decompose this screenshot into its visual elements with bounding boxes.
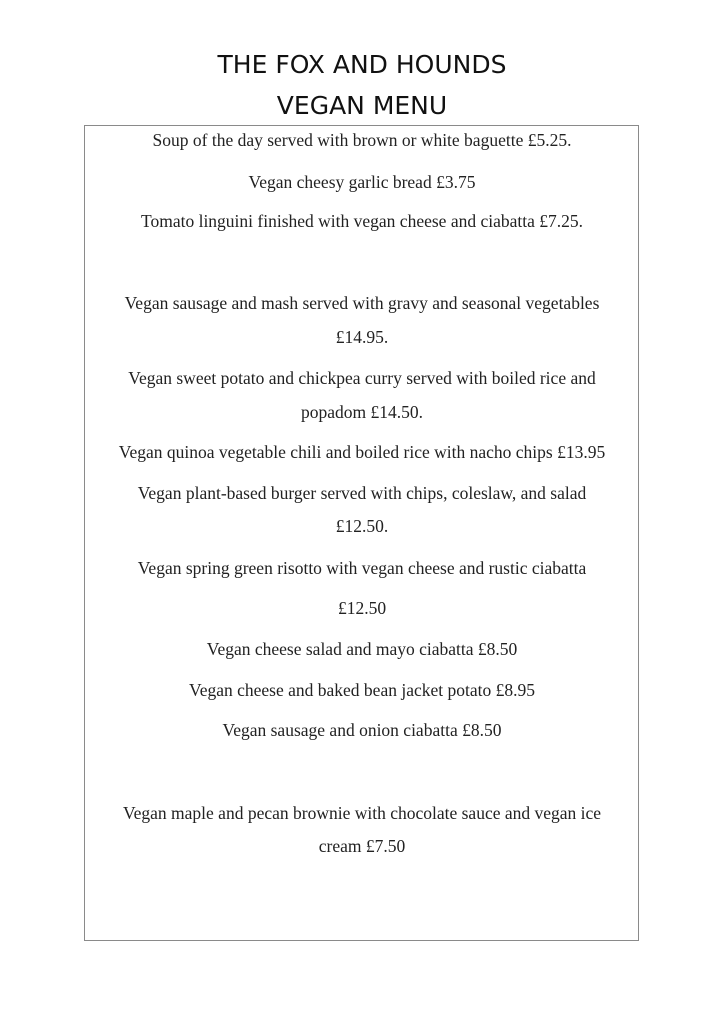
menu-item-sausage-mash-line1: Vegan sausage and mash served with gravy and seasonal vegetables [124, 293, 600, 313]
menu-item-brownie-line1: Vegan maple and pecan brownie with chocolate sauce and vegan ice [122, 803, 602, 823]
menu-title-restaurant: THE FOX AND HOUNDS [217, 50, 507, 79]
menu-item-onion-ciabatta: Vegan sausage and onion ciabatta £8.50 [222, 720, 502, 740]
menu-item-brownie-line2: cream £7.50 [318, 836, 406, 856]
menu-item-soup: Soup of the day served with brown or white baguette £5.25. [152, 130, 572, 150]
menu-item-linguini: Tomato linguini finished with vegan cheese and ciabatta £7.25. [141, 211, 583, 231]
menu-item-sausage-mash-line2: £14.95. [335, 327, 389, 347]
menu-item-curry-line1: Vegan sweet potato and chickpea curry served with boiled rice and [128, 368, 596, 388]
menu-item-jacket-potato: Vegan cheese and baked bean jacket potato £8.95 [189, 680, 535, 700]
menu-item-burger-line2: £12.50. [335, 516, 389, 536]
menu-item-mayo-ciabatta: Vegan cheese salad and mayo ciabatta £8.50 [206, 639, 518, 659]
menu-item-risotto-line2: £12.50 [337, 598, 387, 618]
menu-item-curry-line2: popadom £14.50. [300, 402, 423, 422]
menu-item-garlic-bread: Vegan cheesy garlic bread £3.75 [248, 172, 476, 192]
menu-title-vegan: VEGAN MENU [276, 91, 448, 120]
menu-item-chili: Vegan quinoa vegetable chili and boiled rice with nacho chips £13.95 [118, 442, 606, 462]
menu-item-burger-line1: Vegan plant-based burger served with chips, coleslaw, and salad [137, 483, 587, 503]
menu-item-risotto-line1: Vegan spring green risotto with vegan cheese and rustic ciabatta [137, 558, 587, 578]
